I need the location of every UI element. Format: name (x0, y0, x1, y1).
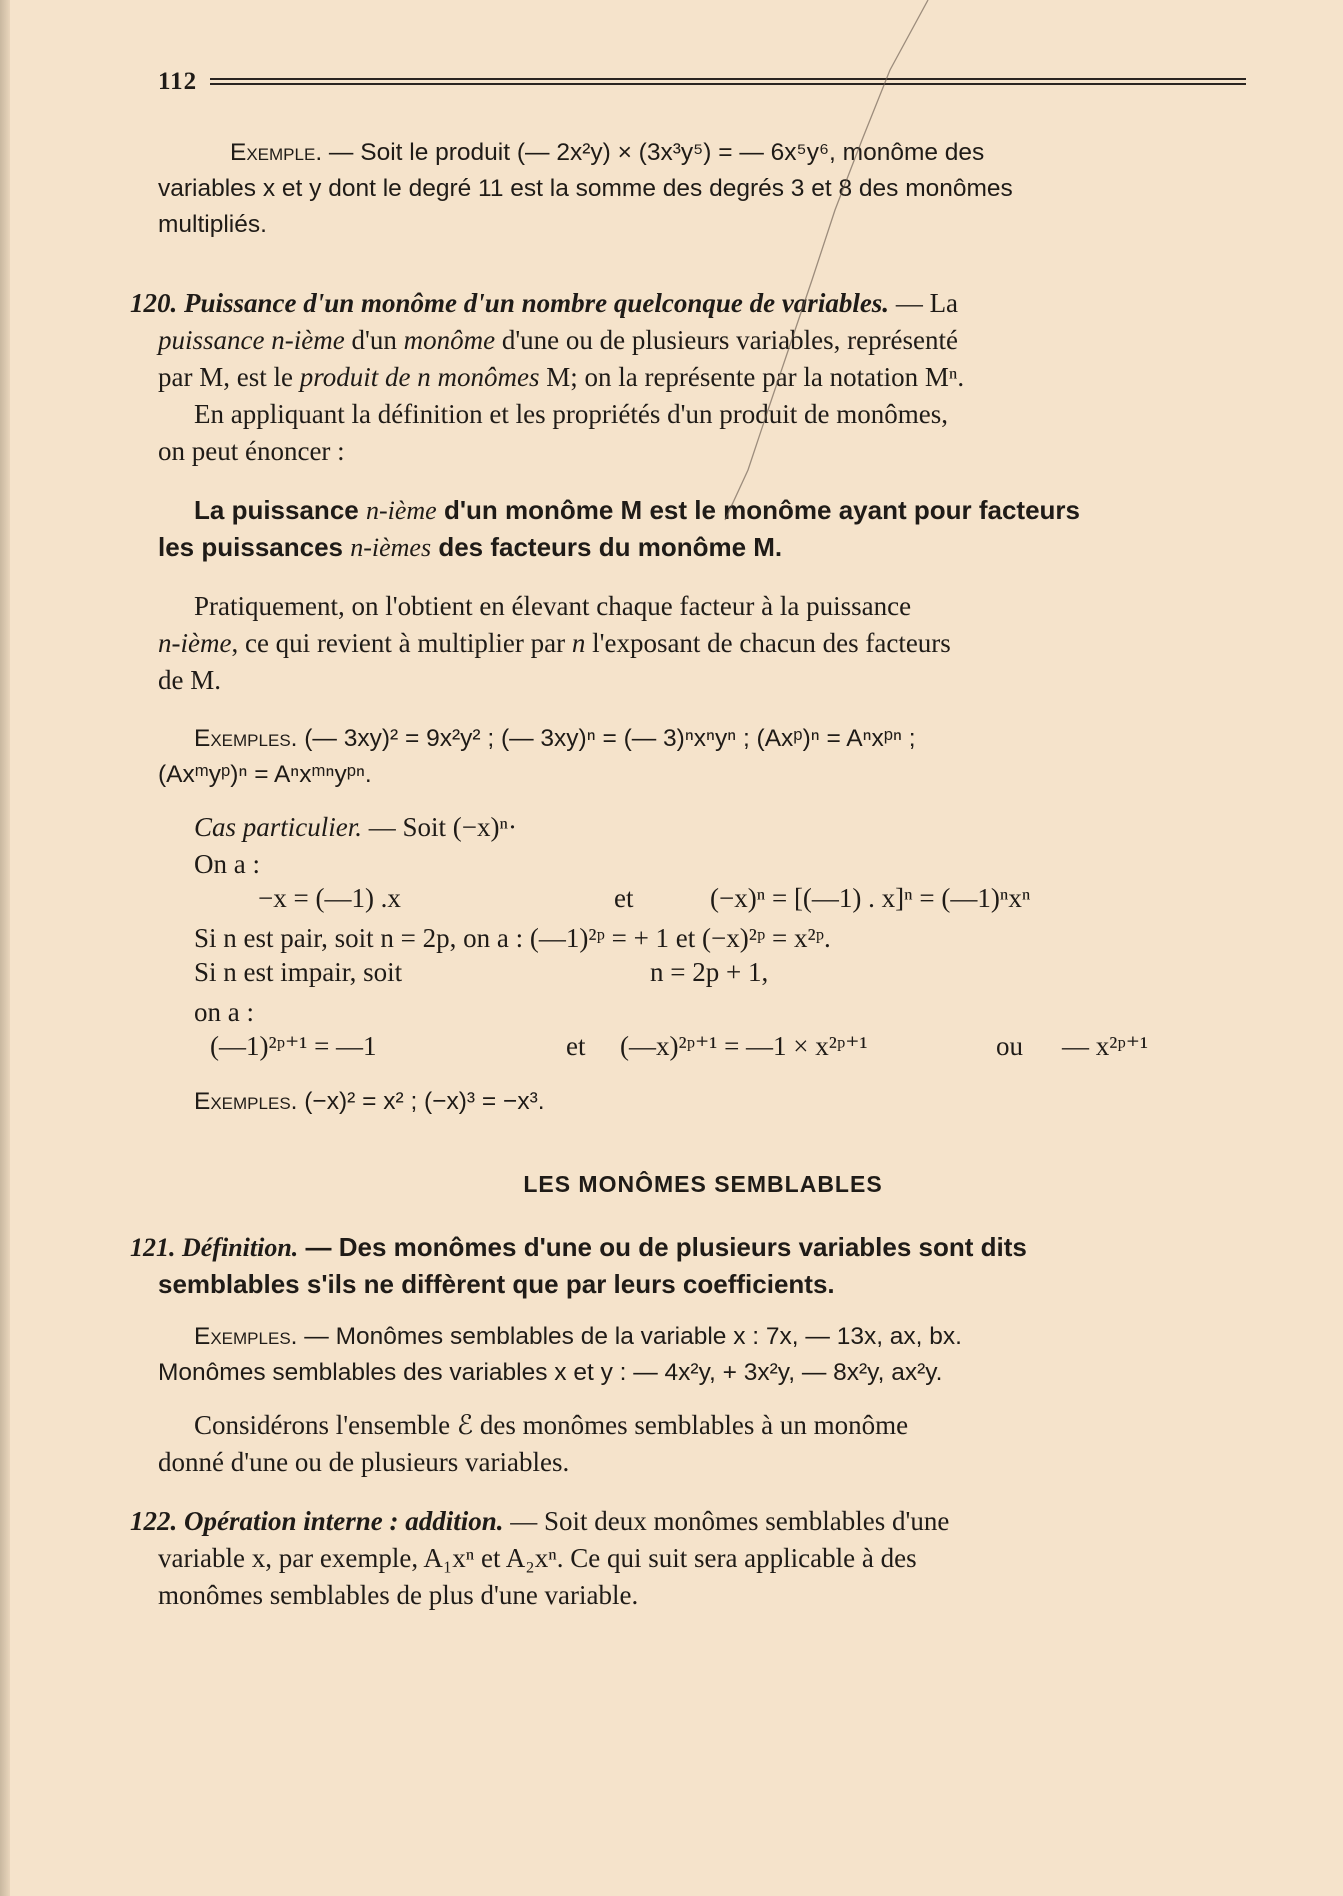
example-text: (−x)² = x² ; (−x)³ = −x³. (297, 1088, 545, 1115)
section-title: 122. Opération interne : addition. (130, 1506, 504, 1536)
paragraph-text: l'exposant de chacun des facteurs (585, 628, 951, 658)
example-block (158, 1319, 1248, 1355)
equation-row (158, 883, 1248, 920)
paragraph: donné d'une ou de plusieurs variables. (158, 1447, 570, 1477)
example-block (158, 135, 1248, 171)
example-block (158, 721, 1248, 757)
theorem (158, 529, 1248, 566)
example-text: Monômes semblables des variables x et y : — 4x²y, + 3x²y, — 8x²y, ax²y. (158, 1359, 943, 1386)
section-title: 120. Puissance d'un monôme d'un nombre quelconque de variables. (130, 288, 890, 318)
italic-term: Cas particulier. (194, 812, 363, 842)
example-text: (Axᵐyᵖ)ⁿ = Aⁿxᵐⁿyᵖⁿ. (158, 761, 372, 788)
equation: (−x)ⁿ = [(—1) . x]ⁿ = (—1)ⁿxⁿ (710, 883, 1031, 913)
paragraph-text: d'une ou de plusieurs variables, représenté (495, 325, 959, 355)
section-121-heading (130, 1229, 1248, 1266)
example-text: variables x et y dont le degré 11 est la somme des degrés 3 et 8 des monômes (158, 175, 1013, 202)
equation: (—x)²ᵖ⁺¹ = —1 × x²ᵖ⁺¹ (620, 1031, 868, 1061)
italic-term: puissance n-ième (158, 325, 345, 355)
example-text: multipliés. (158, 211, 267, 238)
equation: n = 2p + 1, (650, 957, 769, 987)
special-case (158, 809, 1248, 846)
definition-text: — Des monômes d'une ou de plusieurs variables sont dits (298, 1232, 1027, 1262)
page-binding-edge (0, 0, 10, 1896)
paragraph-text: — La (889, 288, 959, 318)
equation-connector: et (614, 883, 634, 913)
equation: −x = (—1) .x (258, 883, 401, 913)
paragraph-text: — Soit deux monômes semblables d'une (503, 1506, 950, 1536)
italic-term: monôme (403, 325, 496, 355)
theorem (158, 492, 1248, 529)
italic-term: produit de n monômes (299, 362, 540, 392)
page-body (130, 135, 1248, 1614)
paragraph-text: d'un (344, 325, 404, 355)
equation-row (158, 957, 1248, 994)
section-120-heading (130, 285, 1248, 322)
section-122-heading (130, 1503, 1248, 1540)
paragraph-text: — Soit (−x)ⁿ· (362, 812, 517, 842)
header-rule (210, 78, 1246, 80)
paragraph: Considérons l'ensemble ℰ des monômes semblables à un monôme (194, 1410, 909, 1440)
paragraph: on a : (194, 997, 254, 1027)
italic-term: n (571, 628, 586, 658)
page-header (158, 68, 1248, 94)
paragraph: variable x, par exemple, A₁xⁿ et A₂xⁿ. Ce qui suit sera applicable à des (158, 1543, 917, 1573)
italic-term: n-ième (365, 496, 437, 525)
italic-term: n-ièmes (350, 533, 432, 562)
paragraph: En appliquant la définition et les propriétés d'un produit de monômes, (194, 399, 948, 429)
paragraph-text: , ce qui revient à multiplier par (231, 628, 572, 658)
paragraph (158, 359, 1248, 396)
example-label: Exemple. (230, 139, 323, 166)
paragraph: Pratiquement, on l'obtient en élevant chaque facteur à la puissance (194, 591, 912, 621)
section-title: 121. Définition. (130, 1233, 299, 1262)
equation-line: Si n est pair, soit n = 2p, on a : (—1)²ᵖ = + 1 et (−x)²ᵖ = x²ᵖ. (194, 923, 831, 953)
example-label: Exemples. (194, 1088, 298, 1115)
example-text: — Soit le produit (— 2x²y) × (3x³y⁵) = — 6x⁵y⁶, monôme des (322, 139, 985, 166)
header-rule (210, 83, 1246, 85)
paragraph: On a : (194, 849, 260, 879)
equation-connector: et (566, 1031, 586, 1061)
paragraph-text: M; on la représente par la notation Mⁿ. (539, 362, 965, 392)
theorem-text: les puissances (158, 532, 351, 562)
equation: — x²ᵖ⁺¹ (1062, 1031, 1149, 1061)
equation: (—1)²ᵖ⁺¹ = —1 (210, 1031, 377, 1061)
section-heading: LES MONÔMES SEMBLABLES (523, 1171, 883, 1197)
definition-text: semblables s'ils ne diffèrent que par leurs coefficients. (158, 1269, 835, 1299)
theorem-text: d'un monôme M est le monôme ayant pour facteurs (436, 495, 1081, 525)
equation-connector: ou (996, 1031, 1023, 1061)
paragraph: on peut énoncer : (158, 436, 345, 466)
example-text: (— 3xy)² = 9x²y² ; (— 3xy)ⁿ = (— 3)ⁿxⁿyⁿ ; (Axᵖ)ⁿ = Aⁿxᵖⁿ ; (297, 725, 916, 752)
italic-term: n-ième (158, 628, 232, 658)
paragraph-text: Si n est impair, soit (194, 957, 403, 987)
page-number: 112 (158, 68, 198, 95)
equation-row (158, 1031, 1248, 1068)
example-block (158, 1084, 1248, 1120)
paragraph: monômes semblables de plus d'une variable. (158, 1580, 639, 1610)
paragraph (158, 322, 1248, 359)
theorem-text: La puissance (194, 495, 366, 525)
paragraph (158, 625, 1248, 662)
paragraph-text: par M, est le (158, 362, 300, 392)
example-label: Exemples. (194, 1323, 298, 1350)
theorem-text: des facteurs du monôme M. (431, 532, 783, 562)
example-label: Exemples. (194, 725, 298, 752)
paragraph: de M. (158, 665, 221, 695)
example-text: — Monômes semblables de la variable x : 7x, — 13x, ax, bx. (297, 1323, 962, 1350)
